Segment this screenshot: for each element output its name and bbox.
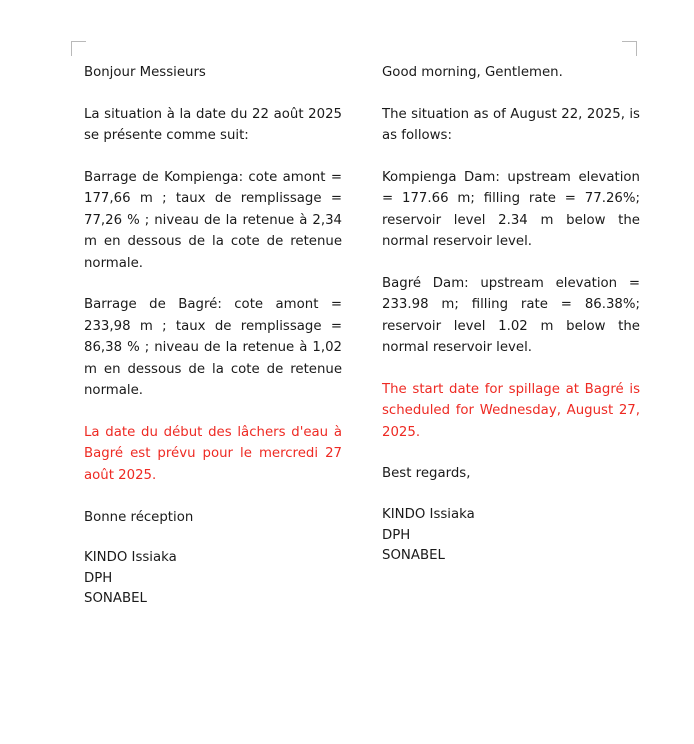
left-kompienga-paragraph: Barrage de Kompienga: cote amont = 177,66 m ; taux de remplissage = 77,26 % ; niveau de la retenue à 2,34 m en dessous de la cote de retenue normale. [84,169,342,271]
left-column-french [84,62,342,610]
left-signature-title: DPH [84,570,113,586]
right-signature-title: DPH [382,527,411,543]
document-body [84,62,640,610]
right-closing: Best regards, [382,466,471,482]
left-bagre-paragraph: Barrage de Bagré: cote amont = 233,98 m ; taux de remplissage = 86,38 % ; niveau de la retenue à 1,02 m en dessous de la cote de retenue normale. [84,297,342,399]
right-greeting: Good morning, Gentlemen. [382,65,563,80]
left-signature-name: KINDO Issiaka [84,550,177,566]
right-column-english [382,62,640,610]
right-spillage-notice: The start date for spillage at Bagré is scheduled for Wednesday, August 27, 2025. [382,381,640,440]
right-bagre-paragraph: Bagré Dam: upstream elevation = 233.98 m; filling rate = 86.38%; reservoir level 1.02 m below the normal reservoir level. [382,275,640,356]
left-signature-org: SONABEL [84,591,147,607]
left-spillage-notice: La date du début des lâchers d'eau à Bagré est prévu pour le mercredi 27 août 2025. [84,424,342,483]
right-kompienga-paragraph: Kompienga Dam: upstream elevation = 177.66 m; filling rate = 77.26%; reservoir level 2.34 m below the normal reservoir level. [382,169,640,250]
left-intro: La situation à la date du 22 août 2025 se présente comme suit: [84,106,342,144]
crop-mark-top-left-icon [71,41,86,56]
right-signature-org: SONABEL [382,548,445,564]
left-greeting: Bonjour Messieurs [84,65,206,80]
left-closing: Bonne réception [84,509,194,525]
right-intro: The situation as of August 22, 2025, is as follows: [382,106,640,144]
right-signature-name: KINDO Issiaka [382,506,475,522]
crop-mark-top-right-icon [622,41,637,56]
